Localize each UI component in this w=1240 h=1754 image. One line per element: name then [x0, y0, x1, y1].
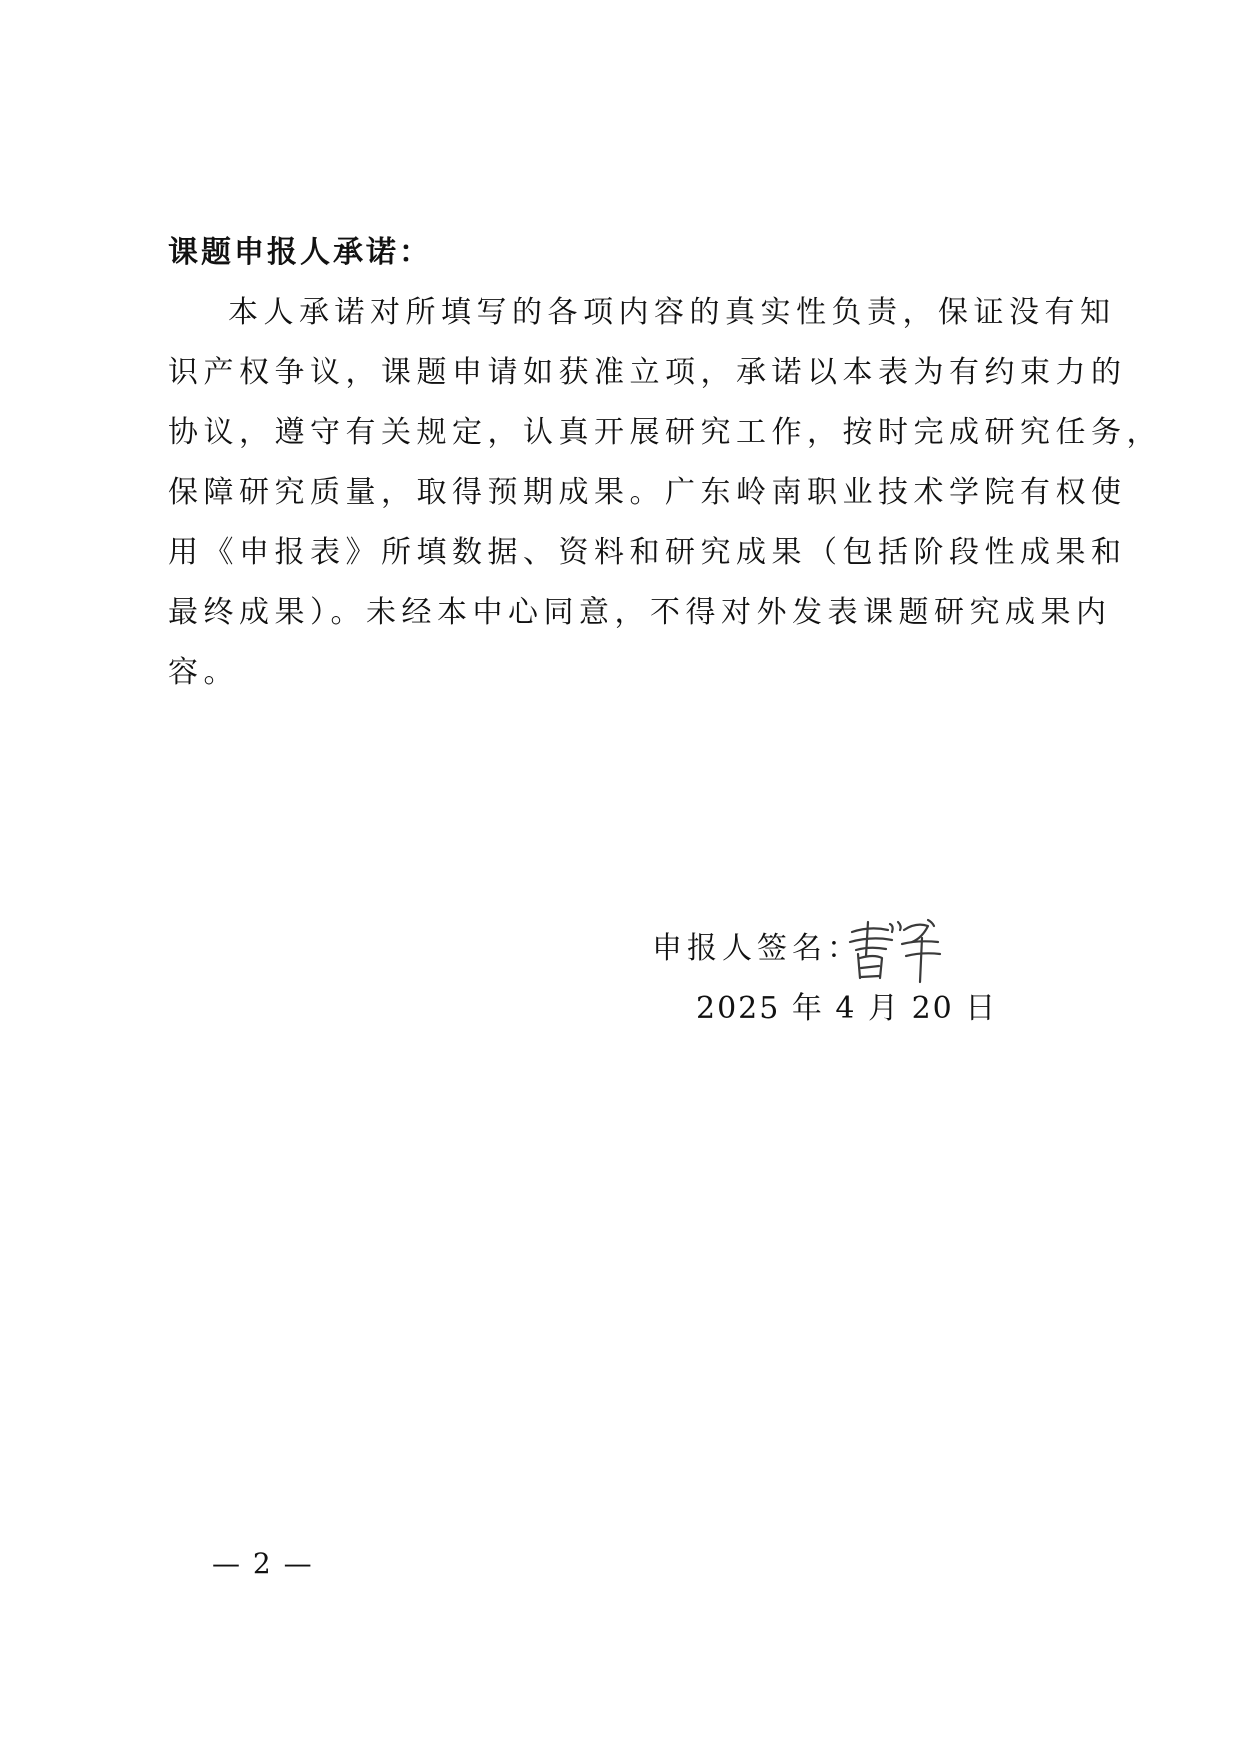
commitment-line-3: 协议，遵守有关规定，认真开展研究工作，按时完成研究任务， [168, 415, 1162, 450]
commitment-line-2: 识产权争议，课题申请如获准立项，承诺以本表为有约束力的 [168, 355, 1127, 390]
commitment-line-7: 容。 [168, 655, 239, 690]
application-date: 2025 年 4 月 20 日 [696, 991, 998, 1026]
commitment-line-6: 最终成果）。未经本中心同意，不得对外发表课题研究成果内 [168, 595, 1112, 630]
commitment-line-4: 保障研究质量，取得预期成果。广东岭南职业技术学院有权使 [168, 475, 1127, 510]
commitment-heading: 课题申报人承诺： [168, 235, 432, 270]
page-number: — 2 — [212, 1547, 314, 1580]
commitment-line-1: 本人承诺对所填写的各项内容的真实性负责，保证没有知 [228, 295, 1116, 330]
signature-label: 申报人签名： [652, 931, 862, 966]
commitment-line-5: 用《申报表》所填数据、资料和研究成果（包括阶段性成果和 [168, 535, 1127, 570]
handwritten-signature [842, 916, 954, 984]
